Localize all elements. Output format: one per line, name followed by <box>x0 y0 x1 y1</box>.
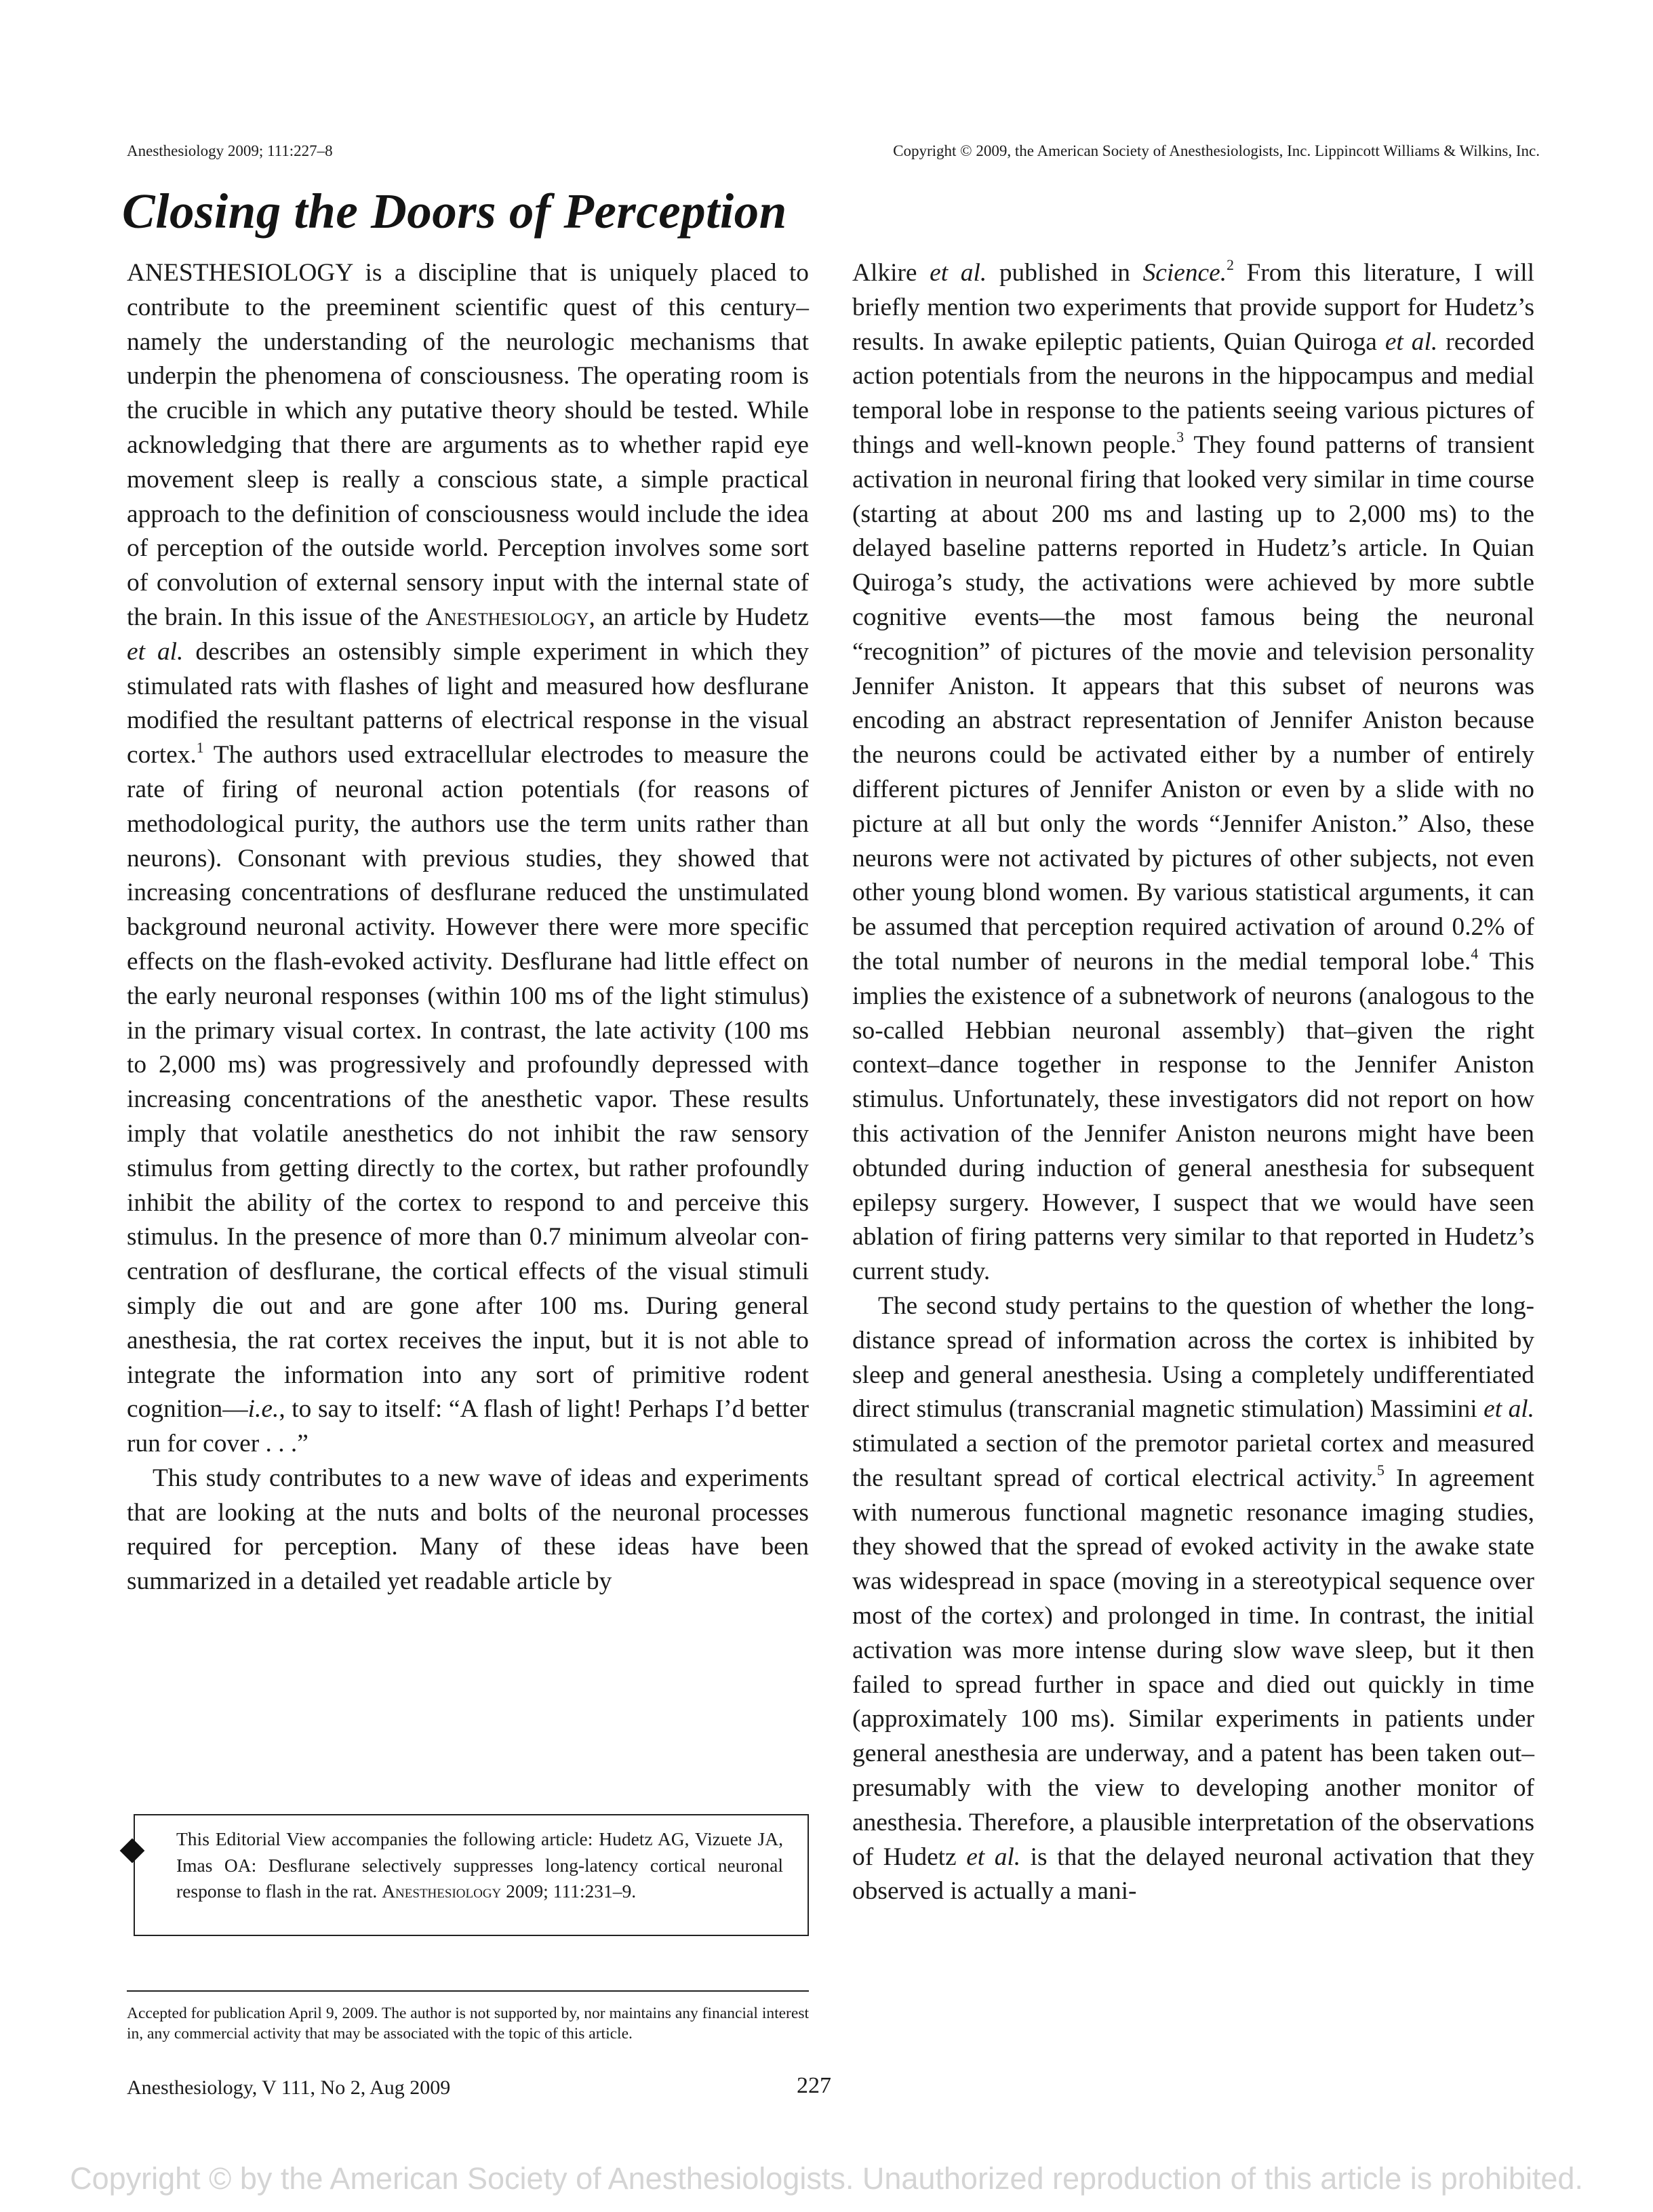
copyright-watermark: Copyright © by the American Society of Anesthesiologists. Unauthorized reproduction of this article is prohibited. <box>70 2161 1583 2196</box>
paragraph-3: Alkire et al. published in Science.$^2$ From this literature, I will briefly mention two experiments that provide support for Hudetz’s results. In awake epileptic patients, Quian Quiroga et al. recorded action potentials from the neurons in the hippocampus and medial temporal lobe in response to the patients seeing various pictures of things and well-known people.$^3$ They found patterns of transient activation in neuronal firing that looked very similar in time course (starting at about 200 ms and lasting up to 2,000 ms) to the delayed baseline patterns reported in Hudetz’s article. In Quian Quiroga’s study, the activations were achieved by more subtle cognitive events—the most famous being the neuronal “recognition” of pictures of the movie and television personality Jennifer Aniston. It appears that this subset of neurons was encoding an abstract representation of Jennifer Aniston because the neurons could be activated either by a number of entirely different pictures of Jennifer Aniston or even by a slide with no picture at all but only the words “Jennifer Aniston.” Also, these neurons were not activated by pictures of other subjects, not even other young blond women. By various statistical arguments, it can be assumed that perception required activation of around 0.2% of the total number of neurons in the medial temporal lobe.$^4$ This implies the existence of a subnetwork of neurons (analogous to the so-called Hebbian neuronal assembly) that–given the right context–dance together in response to the Jennifer Aniston stimulus. Unfortunately, these investigators did not report on how this activation of the Jennifer Aniston neurons might have been obtunded during induction of general anesthesia for subsequent epilepsy surgery. However, I suspect that we would have seen ablation of firing patterns very similar to that reported in Hudetz’s current study. <box>852 257 1535 1286</box>
footnote-divider <box>127 1990 809 1992</box>
footer-journal: Anesthesiology, V 111, No 2, Aug 2009 <box>127 2076 451 2099</box>
journal-name: Anesthesiology <box>425 603 589 631</box>
right-column <box>852 256 1534 1909</box>
paragraph-4: The second study pertains to the question of whether the long-distance spread of information across the cortex is inhibited by sleep and general anesthesia. Using a completely undifferentiated direct stimulus (transcranial magnetic stimulation) Massimini et al. stimulated a section of the premotor parietal cortex and measured the resultant spread of cortical electrical activity.$^5$ In agreement with numerous functional magnetic resonance imaging studies, they showed that the spread of evoked activity in the awake state was widespread in space (moving in a stereotypical sequence over most of the cortex) and prolonged in time. In contrast, the initial activation was more intense during slow wave sleep, but it then failed to spread further in space and died out quickly in time (approximately 100 ms). Similar experiments in patients under general anesthesia are underway, and a patent has been taken out–presumably with the view to developing another monitor of anesthesia. Therefore, a plausible interpretation of the observations of Hudetz et al. is that the delayed neuronal activation that they observed is actually a mani- <box>852 1291 1535 1906</box>
reference-marker: 4 <box>1471 946 1479 963</box>
paragraph-2: This study contributes to a new wave of ideas and experiments that are looking at the nuts and bolts of the neuronal processes required for perception. Many of these ideas have been summarized in a detailed yet readable article by <box>127 1464 809 1596</box>
diamond-icon <box>120 1838 145 1864</box>
reference-marker: 1 <box>196 739 204 756</box>
reference-marker: 3 <box>1176 429 1184 446</box>
running-header-copyright: Copyright © 2009, the American Society of Anesthesiologists, Inc. Lippincott Williams & Wilkins, Inc. <box>893 142 1540 159</box>
page-number: 227 <box>797 2073 831 2098</box>
reference-marker: 5 <box>1377 1462 1385 1479</box>
article-title: Closing the Doors of Perception <box>122 184 787 239</box>
paragraph-1: ANESTHESIOLOGY is a discipline that is uniquely placed to contribute to the preeminent scientific quest of this century–namely the understanding of the neurologic mechanisms that underpin the phenomena of consciousness. The operating room is the crucible in which any putative theory should be tested. While acknowledging that there are arguments as to whether rapid eye movement sleep is really a conscious state, a simple practical approach to the definition of consciousness would include the idea of perception of the outside world. Perception involves some sort of convolution of external sensory input with the internal state of the brain. In this issue of the Anesthesiology, an article by Hudetz et al. describes an ostensibly simple experiment in which they stimulated rats with flashes of light and measured how desflurane modified the resultant patterns of electrical response in the visual cortex.$^1$ The authors used extracellular electrodes to measure the rate of firing of neuronal action potentials (for reasons of methodological purity, the authors use the term units rather than neurons). Consonant with previous studies, they showed that increasing concentrations of desflurane reduced the unstimulated background neuronal activity. However there were more specific effects on the flash-evoked activity. Desflurane had little effect on the early neuronal responses (within 100 ms of the light stimulus) in the primary visual cortex. In contrast, the late activity (100 ms to 2,000 ms) was progressively and profoundly depressed with increasing concentrations of the anesthetic vapor. These results imply that volatile anesthetics do not inhibit the raw sensory stimulus from getting directly to the cortex, but rather profoundly inhibit the ability of the cortex to respond to and perceive this stimulus. In the presence of more than 0.7 minimum alveolar concentration of desflurane, the cortical effects of the visual stimuli simply die out and are gone after 100 ms. During general anesthesia, the rat cortex receives the input, but it is not able to integrate the information into any sort of primitive rodent cognition—i.e., to say to itself: “A flash of light! Perhaps I’d better run for cover . . .” <box>127 259 810 1458</box>
footnote: Accepted for publication April 9, 2009. The author is not supported by, nor maintains any financial interest in, any commercial activity that may be associated with the topic of this article. <box>127 2005 809 2043</box>
editorial-view-box <box>134 1814 809 1936</box>
running-header-citation: Anesthesiology 2009; 111:227–8 <box>127 142 333 159</box>
editorial-view-text: This Editorial View accompanies the following article: Hudetz AG, Vizuete JA, Imas OA: Desflurane selectively suppresses long-latency cortical neuronal response to flash in the rat. Anesthesiology 2009; 111:231–9. <box>176 1828 783 1902</box>
left-column <box>127 256 809 1599</box>
reference-marker: 2 <box>1227 257 1234 274</box>
